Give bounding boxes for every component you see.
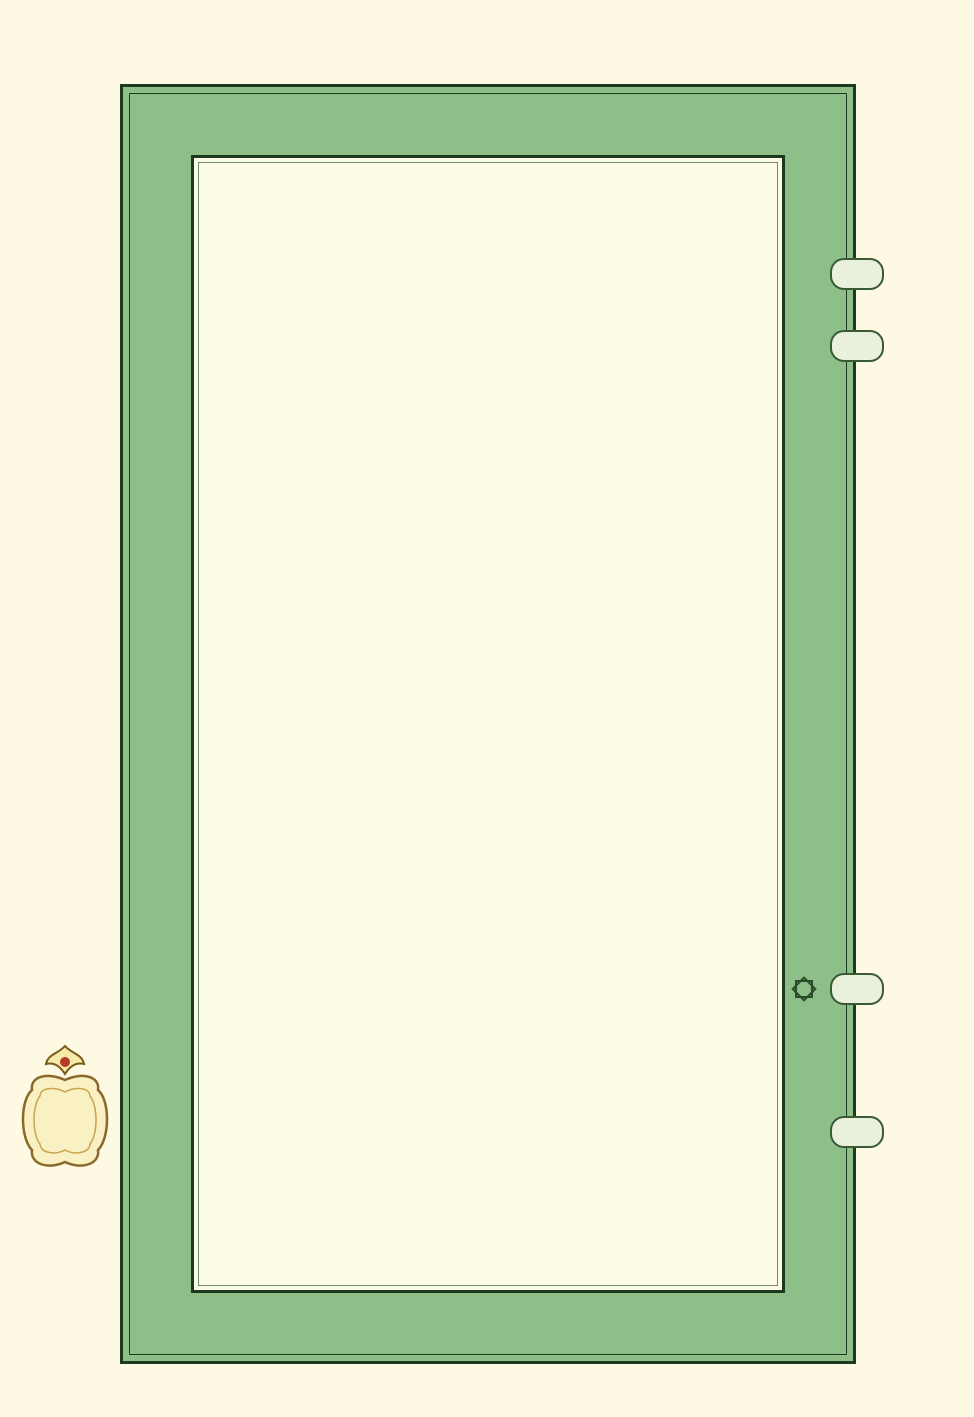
verse-line bbox=[84, 1024, 890, 1096]
verse-line bbox=[84, 738, 890, 810]
verse-line bbox=[84, 666, 890, 738]
verse-line bbox=[84, 881, 890, 953]
verse-line bbox=[84, 94, 890, 166]
rub-el-hizb-icon bbox=[788, 976, 820, 1002]
verse-number-marker bbox=[830, 330, 884, 362]
hizb-ornament-icon bbox=[18, 1040, 112, 1180]
verse-number-marker bbox=[830, 973, 884, 1005]
hizb-marker bbox=[18, 1040, 112, 1180]
verse-line bbox=[84, 595, 890, 667]
ornament-band-bottom bbox=[133, 1297, 849, 1351]
verse-line bbox=[84, 166, 890, 238]
verse-line bbox=[84, 380, 890, 452]
verse-line bbox=[84, 1095, 890, 1167]
verse-number-marker bbox=[830, 258, 884, 290]
verse-line bbox=[84, 809, 890, 881]
verse-line bbox=[84, 952, 890, 1024]
verse-line bbox=[84, 452, 890, 524]
verses-block bbox=[84, 94, 890, 1167]
verse-line bbox=[84, 237, 890, 309]
verse-number-marker bbox=[830, 1116, 884, 1148]
verse-line bbox=[84, 309, 890, 381]
verse-line bbox=[84, 523, 890, 595]
